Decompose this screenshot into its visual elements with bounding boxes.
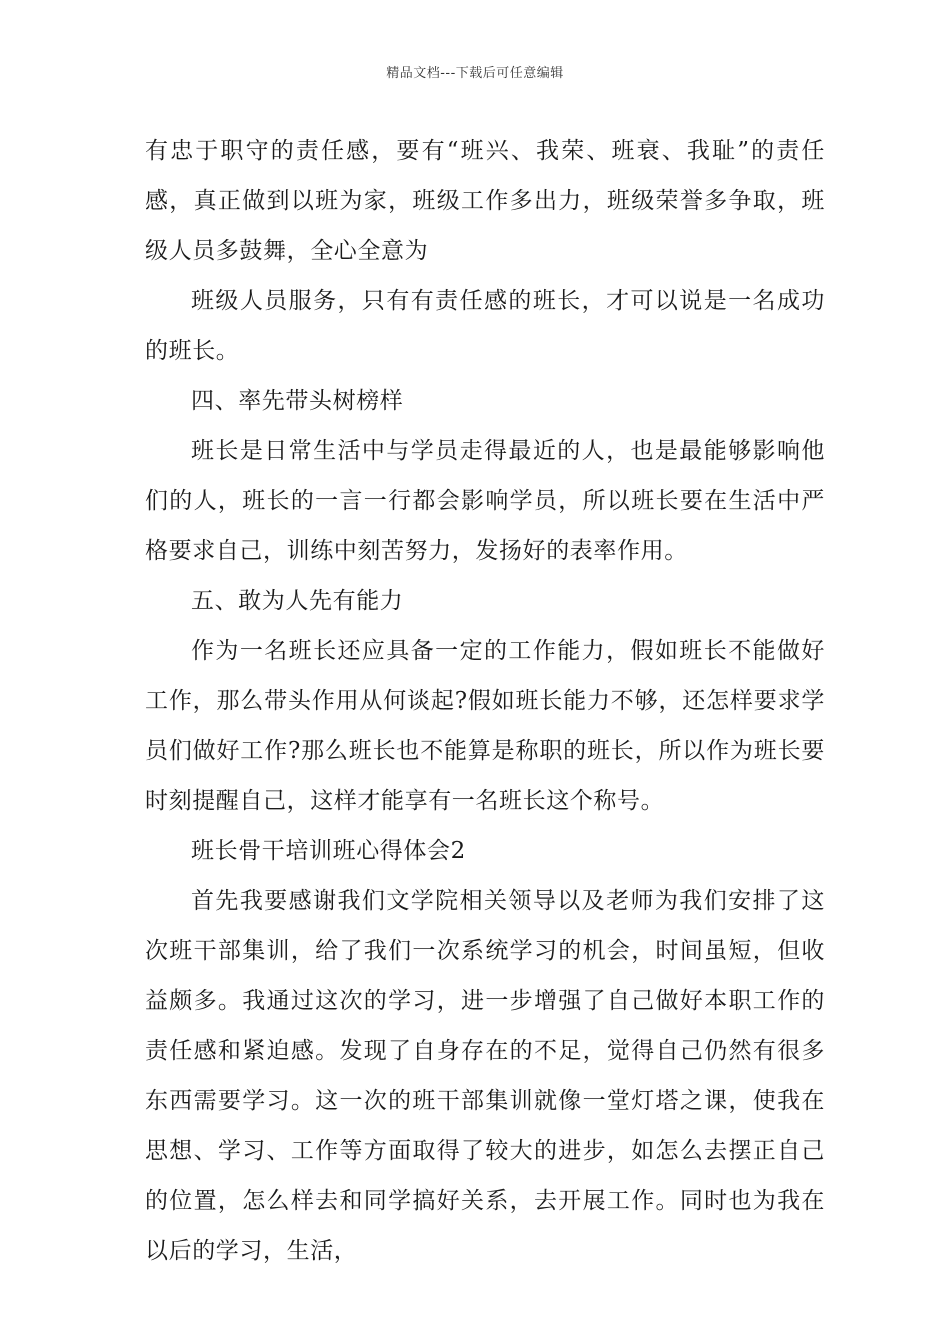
section-heading-5: 五、敢为人先有能力 <box>191 588 404 614</box>
section-heading-4: 四、率先带头树榜样 <box>191 388 404 414</box>
page-header: 精品文档---下载后可任意编辑 <box>386 66 564 81</box>
paragraph-5: 首先我要感谢我们文学院相关领导以及老师为我们安排了这次班干部集训，给了我们一次系统学习的机会，时间虽短，但收益颇多。我通过这次的学习，进一步增强了自己做好本职工作的责任感和紧迫感。发现了自身存在的不足，觉得自己仍然有很多东西需要学习。这一次的班干部集训就像一堂灯塔之课，使我在思想、学习、工作等方面取得了较大的进步，如怎么去摆正自己的位置，怎么样去和同学搞好关系，去开展工作。同时也为我在以后的学习，生活， <box>145 888 825 1264</box>
paragraph-1: 有忠于职守的责任感，要有“班兴、我荣、班衰、我耻”的责任感，真正做到以班为家，班级工作多出力，班级荣誉多争取，班级人员多鼓舞，全心全意为 <box>145 138 825 264</box>
document-body <box>145 126 825 1276</box>
article-title-2: 班长骨干培训班心得体会2 <box>191 838 466 864</box>
paragraph-2: 班级人员服务，只有有责任感的班长，才可以说是一名成功的班长。 <box>145 288 825 364</box>
paragraph-3: 班长是日常生活中与学员走得最近的人，也是最能够影响他们的人，班长的一言一行都会影响学员，所以班长要在生活中严格要求自己，训练中刻苦努力，发扬好的表率作用。 <box>145 438 825 564</box>
paragraph-4: 作为一名班长还应具备一定的工作能力，假如班长不能做好工作，那么带头作用从何谈起?假如班长能力不够，还怎样要求学员们做好工作?那么班长也不能算是称职的班长，所以作为班长要时刻提醒自己，这样才能享有一名班长这个称号。 <box>145 638 825 814</box>
